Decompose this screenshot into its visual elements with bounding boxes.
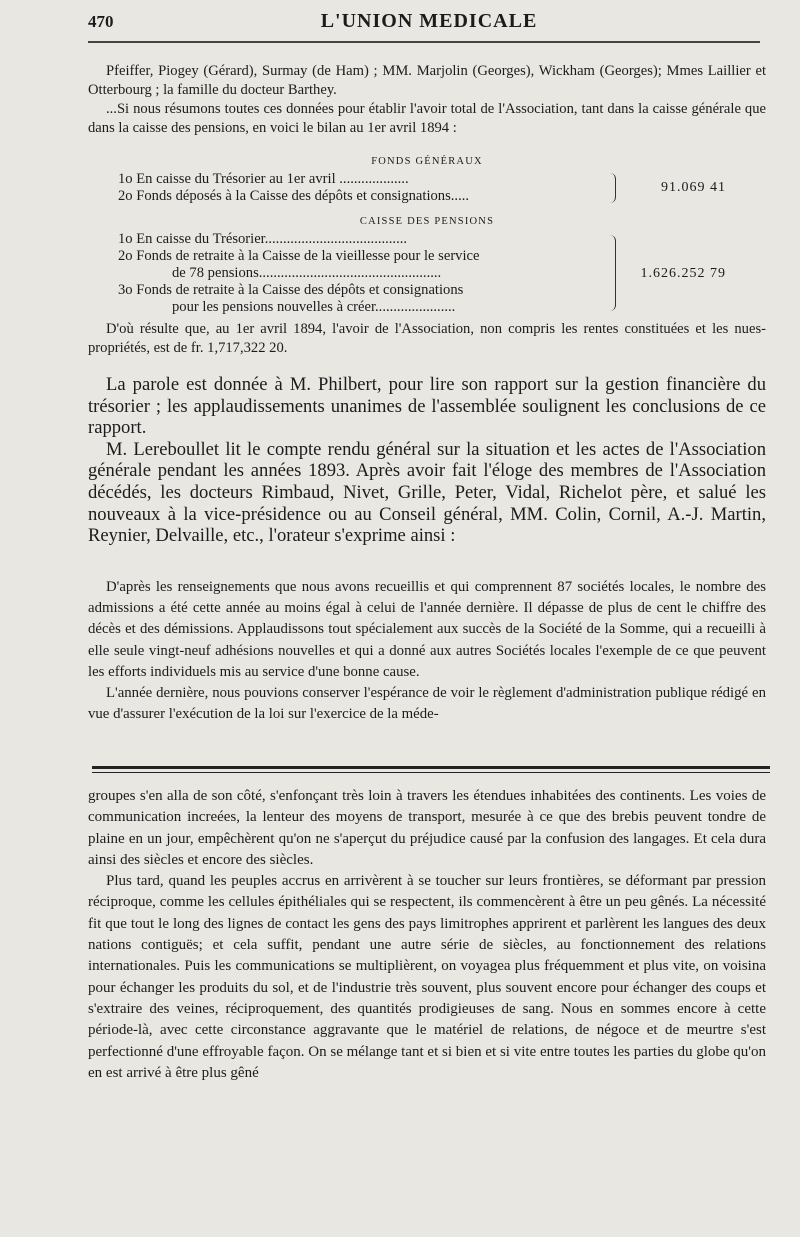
quote-paragraph: L'année dernière, nous pouvions conserver l'espérance de voir le règlement d'administration publique rédigé en vue d'assurer l'exécution de la loi sur l'exercice de la méde- xyxy=(88,685,766,723)
brace xyxy=(609,173,616,203)
page-number: 470 xyxy=(88,12,114,31)
intro-text xyxy=(88,62,766,138)
ledger-row: pour les pensions nouvelles à créer...................... xyxy=(172,299,456,315)
brace xyxy=(609,235,616,311)
caisse-pensions-amount: 1.626.252 79 xyxy=(640,266,726,281)
ledger-row: 1o En caisse du Trésorier....................................... xyxy=(118,231,408,247)
header-rule xyxy=(88,41,760,43)
fonds-generaux-heading: FONDS GÉNÉRAUX xyxy=(371,156,483,167)
ledger-row: 2o Fonds déposés à la Caisse des dépôts et consignations..... xyxy=(118,188,470,204)
feuilleton-paragraph: Plus tard, quand les peuples accrus en arrivèrent à se toucher sur leurs frontières, se déformant par pression réciproque, comme les cellules épithéliales qui se respectent, ils commencèrent à être un peu gênés. La nécessité fit que tout le long des lignes de contact les gens des pays limitrophes apprirent et parlèrent les langues des deux nations contiguës; et cela suffit, pendant une autre série de siècles, au fonctionnement des relations internationales. Puis les communications se multiplièrent, on voyagea plus fréquemment et plus vite, on voisina pour échanger les produits du sol, et de l'industrie très souvent, plus souvent encore pour échanger des coups et s'extraire des veines, réciproquement, des quantités prodigieuses de sang. Nous en sommes encore à cette période-là, avec cette circonstance aggravante que le matériel de relations, de négoce et de meurtre s'est perfectionné d'une effroyable façon. On se mélange tant et si bien et si vite entre toutes les parties du globe qu'on en est arrivé à être plus gêné xyxy=(88,873,766,1081)
ledger-row: 2o Fonds de retraite à la Caisse de la vieillesse pour le service xyxy=(118,248,480,264)
philbert-paragraph: La parole est donnée à M. Philbert, pour lire son rapport sur la gestion financière du trésorier ; les applaudissements unanimes de l'assemblée soulignent les conclusions de ce rapport. xyxy=(88,374,766,439)
page-header xyxy=(88,8,770,42)
ledger-row: 3o Fonds de retraite à la Caisse des dépôts et consignations xyxy=(118,282,464,298)
summary-paragraph: ...Si nous résumons toutes ces données pour établir l'avoir total de l'Association, tant dans la caisse générale que dans la caisse des pensions, en voici le bilan au 1er avril 1894 : xyxy=(88,101,766,136)
names-paragraph: Pfeiffer, Piogey (Gérard), Surmay (de Ham) ; MM. Marjolin (Georges), Wickham (Georges); Mmes Laillier et Otterbourg ; la famille du docteur Barthey. xyxy=(88,63,766,98)
result-text xyxy=(88,320,766,358)
fonds-generaux-ledger xyxy=(88,171,766,205)
quote-paragraph: D'après les renseignements que nous avons recueillis et qui comprennent 87 sociétés locales, le nombre des admissions a été cette année au moins égal à celui de l'année dernière. Il dépasse de plus de cent le chiffre des décès et des démissions. Applaudissons tout spécialement aux succès de la Société de la Somme, qui a recueilli à elle seule vingt-neuf adhésions nouvelles et qui a donné aux autres Sociétés locales l'exemple de ce que peuvent les efforts individuels mis au service d'une bonne cause. xyxy=(88,579,766,680)
quoted-report xyxy=(88,577,766,725)
lereboullet-paragraph: M. Lereboullet lit le compte rendu général sur la situation et les actes de l'Association générale pendant les années 1893. Après avoir fait l'éloge des membres de l'Association décédés, les docteurs Rimbaud, Nivet, Grille, Peter, Vidal, Richelot père, et salué les nouveaux à la vice-présidence ou au Conseil général, MM. Colin, Cornil, A.-J. Martin, Reynier, Delvaille, etc., l'orateur s'exprime ainsi : xyxy=(88,438,766,547)
feuilleton-text xyxy=(88,786,766,1084)
ledger-row: de 78 pensions.................................................. xyxy=(172,265,442,281)
fonds-generaux-section xyxy=(88,154,766,205)
caisse-pensions-section xyxy=(88,214,766,316)
ledger-row: 1o En caisse du Trésorier au 1er avril ................... xyxy=(118,171,409,187)
report-text xyxy=(88,374,766,547)
running-title: L'UNION MEDICALE xyxy=(320,10,538,32)
fonds-generaux-amount: 91.069 41 xyxy=(661,180,726,195)
feuilleton-paragraph: groupes s'en alla de son côté, s'enfonçant très loin à travers les étendues inhabitées des continents. Les voies de communication increées, la lenteur des moyens de transport, mesurée à ce que des brebis peuvent tondre de plaine en un jour, empêchèrent qu'on ne s'aperçut du préjudice causé par la confusion des langages. Et cela dura ainsi des siècles et encore des siècles. xyxy=(88,788,766,868)
result-paragraph: D'où résulte que, au 1er avril 1894, l'avoir de l'Association, non compris les rentes constituées et les nues-propriétés, est de fr. 1,717,322 20. xyxy=(88,321,766,356)
caisse-pensions-ledger xyxy=(88,231,766,316)
caisse-pensions-heading: CAISSE DES PENSIONS xyxy=(359,216,495,227)
